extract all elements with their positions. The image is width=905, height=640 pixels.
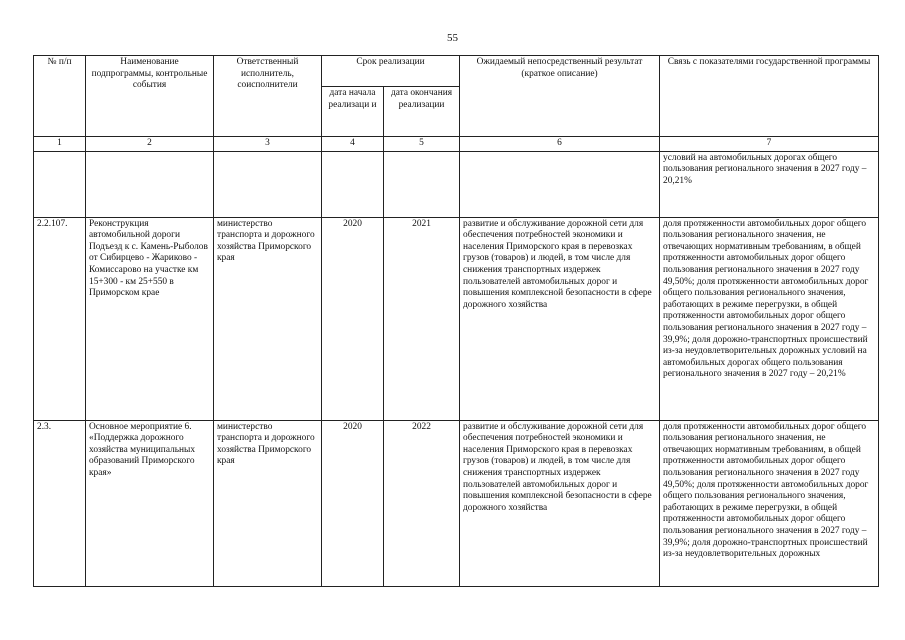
header-start-date: дата начала реализаци и <box>322 87 384 137</box>
header-executor: Ответственный исполнитель, соисполнители <box>214 56 322 137</box>
row-link: доля протяженности автомобильных дорог общего пользования регионального значения, не отвечающих нормативным требованиям, в общей протяженности автомобильных дорог общего пользования регионального значения в 2027 году 49,50%; доля протяженности автомобильных дорог общего пользования регионального значения, работающих в режиме перегрузки, в общей протяженности автомобильных дорог общего пользования регионального значения в 2027 году – 39,9%; доля дорожно-транспортных происшествий из-за неудовлетворительных дорожных <box>660 420 879 586</box>
row-executor: министерство транспорта и дорожного хозяйства Приморского края <box>214 420 322 586</box>
row-number: 2.3. <box>34 420 86 586</box>
column-number: 5 <box>384 137 460 152</box>
table-row <box>34 420 879 586</box>
row-end: 2022 <box>384 420 460 586</box>
row-link: условий на автомобильных дорогах общего пользования регионального значения в 2027 году – 20,21% <box>660 151 879 217</box>
header-row <box>34 56 879 87</box>
row-result: развитие и обслуживание дорожной сети для обеспечения потребностей экономики и населения Приморского края в перевозках грузов (товаров) и людей, в том числе для снижения транспортных издержек пользователей автомобильных дорог и повышения комплексной безопасности в сфере дорожного хозяйства <box>460 420 660 586</box>
header-result: Ожидаемый непосредственный результат (краткое описание) <box>460 56 660 137</box>
table-row <box>34 151 879 217</box>
row-number <box>34 151 86 217</box>
row-executor <box>214 151 322 217</box>
column-number: 7 <box>660 137 879 152</box>
header-name: Наименование подпрограммы, контрольные события <box>86 56 214 137</box>
header-link: Связь с показателями государственной программы <box>660 56 879 137</box>
column-number: 4 <box>322 137 384 152</box>
row-link: доля протяженности автомобильных дорог общего пользования регионального значения, не отвечающих нормативным требованиям, в общей протяженности автомобильных дорог общего пользования регионального значения в 2027 году 49,50%; доля протяженности автомобильных дорог общего пользования регионального значения, работающих в режиме перегрузки, в общей протяженности автомобильных дорог общего пользования регионального значения в 2027 году – 39,9%; доля дорожно-транспортных происшествий из-за неудовлетворительных дорожных условий на автомобильных дорогах общего пользования регионального значения в 2027 году – 20,21% <box>660 217 879 420</box>
row-start <box>322 151 384 217</box>
row-executor: министерство транспорта и дорожного хозяйства Приморского края <box>214 217 322 420</box>
column-number: 6 <box>460 137 660 152</box>
header-number: № п/п <box>34 56 86 137</box>
column-number: 2 <box>86 137 214 152</box>
row-start: 2020 <box>322 217 384 420</box>
header-end-date: дата окончания реализации <box>384 87 460 137</box>
page-number: 55 <box>447 32 458 44</box>
column-number-row <box>34 137 879 152</box>
row-end: 2021 <box>384 217 460 420</box>
row-end <box>384 151 460 217</box>
row-number: 2.2.107. <box>34 217 86 420</box>
plan-table <box>33 55 879 587</box>
column-number: 1 <box>34 137 86 152</box>
row-result: развитие и обслуживание дорожной сети для обеспечения потребностей экономики и населения Приморского края в перевозках грузов (товаров) и людей, в том числе для снижения транспортных издержек пользователей автомобильных дорог и повышения комплексной безопасности в сфере дорожного хозяйства <box>460 217 660 420</box>
row-result <box>460 151 660 217</box>
row-name: Реконструкция автомобильной дороги Подъезд к с. Камень-Рыболов от Сибирцево - Жариково - Комиссарово на участке км 15+300 - км 25+550 в Приморском крае <box>86 217 214 420</box>
header-period: Срок реализации <box>322 56 460 87</box>
row-name: Основное мероприятие 6. «Поддержка дорожного хозяйства муниципальных образований Приморского края» <box>86 420 214 586</box>
row-name <box>86 151 214 217</box>
column-number: 3 <box>214 137 322 152</box>
row-start: 2020 <box>322 420 384 586</box>
table-row <box>34 217 879 420</box>
